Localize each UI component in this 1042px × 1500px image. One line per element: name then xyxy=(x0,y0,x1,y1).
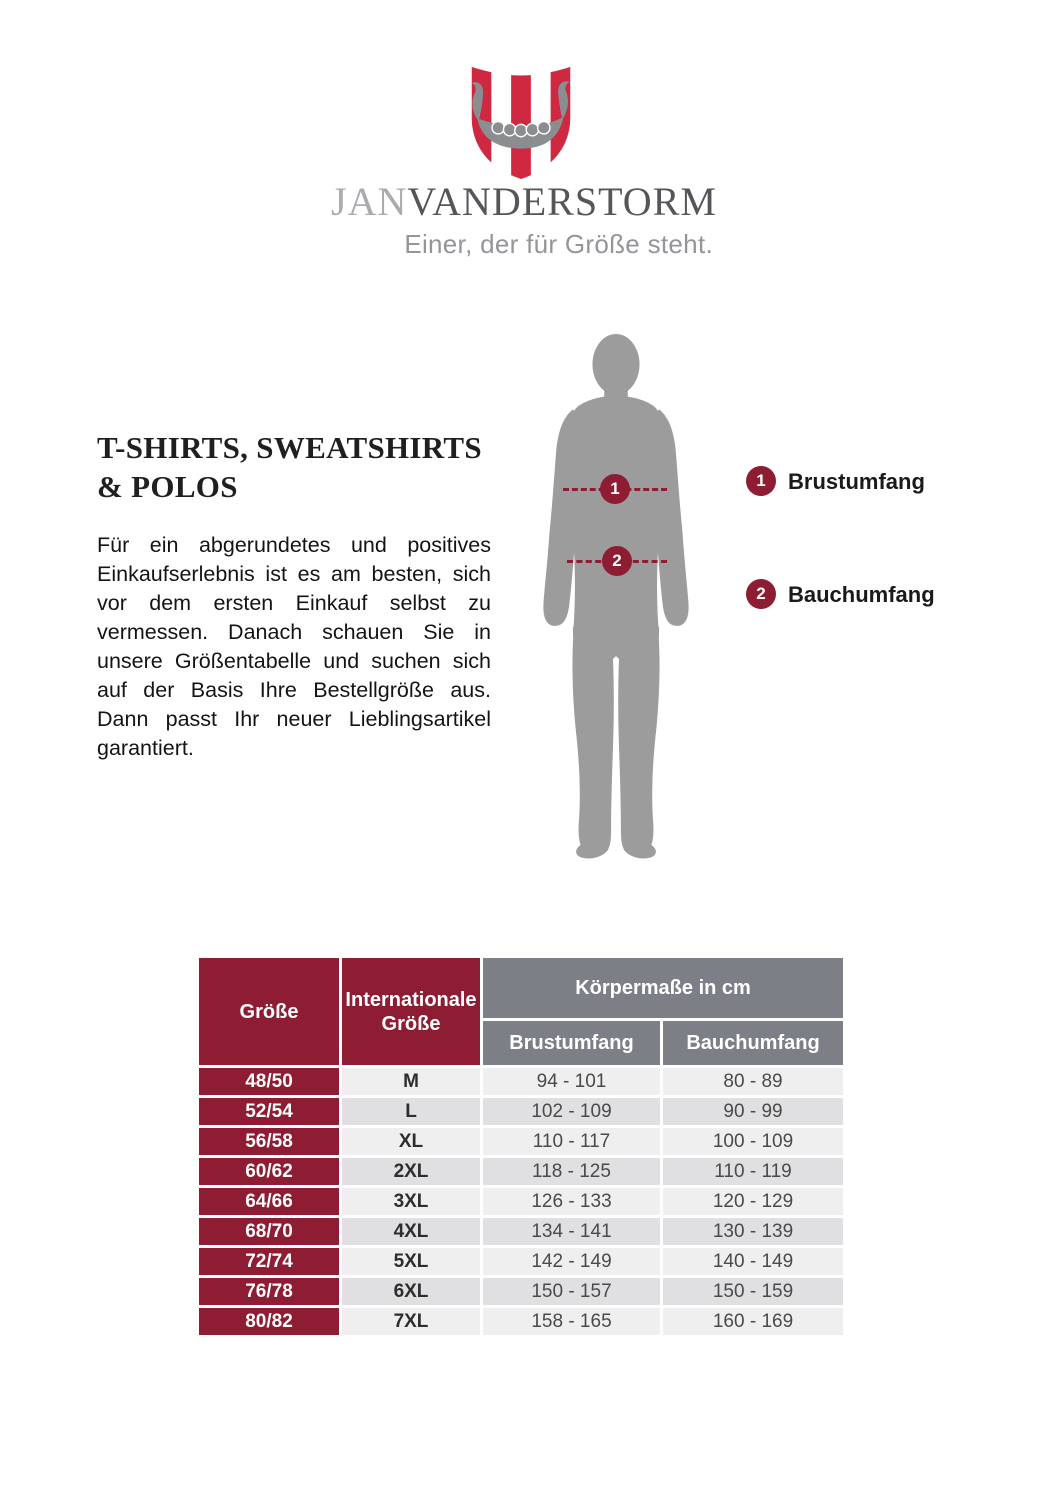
cell-bauchumfang: 80 - 89 xyxy=(663,1068,843,1095)
table-row xyxy=(199,1218,843,1245)
header-internationale-groesse: Internationale Größe xyxy=(342,958,480,1065)
header-bauchumfang: Bauchumfang xyxy=(663,1021,843,1065)
cell-bauchumfang: 160 - 169 xyxy=(663,1308,843,1335)
table-row xyxy=(199,1278,843,1305)
heading-line-1: T-SHIRTS, SWEATSHIRTS xyxy=(97,430,482,465)
brand-block xyxy=(331,178,717,260)
cell-int-groesse: 4XL xyxy=(342,1218,480,1245)
heading-line-2: & POLOS xyxy=(97,469,238,504)
cell-bauchumfang: 140 - 149 xyxy=(663,1248,843,1275)
table-row xyxy=(199,1068,843,1095)
cell-int-groesse: 5XL xyxy=(342,1248,480,1275)
cell-groesse: 64/66 xyxy=(199,1188,339,1215)
cell-int-groesse: XL xyxy=(342,1128,480,1155)
cell-int-groesse: 2XL xyxy=(342,1158,480,1185)
brand-name-jan: JAN xyxy=(331,179,408,224)
cell-brustumfang: 118 - 125 xyxy=(483,1158,660,1185)
table-row xyxy=(199,1158,843,1185)
cell-bauchumfang: 110 - 119 xyxy=(663,1158,843,1185)
cell-int-groesse: L xyxy=(342,1098,480,1125)
cell-brustumfang: 126 - 133 xyxy=(483,1188,660,1215)
section-heading xyxy=(97,428,482,506)
header-groesse: Größe xyxy=(199,958,339,1065)
brand-tagline: Einer, der für Größe steht. xyxy=(404,229,713,259)
header-brustumfang: Brustumfang xyxy=(483,1021,660,1065)
man-silhouette-icon xyxy=(518,333,714,862)
cell-bauchumfang: 130 - 139 xyxy=(663,1218,843,1245)
cell-bauchumfang: 90 - 99 xyxy=(663,1098,843,1125)
brand-crest-icon xyxy=(464,58,578,186)
table-row xyxy=(199,1248,843,1275)
header-koerpermasse: Körpermaße in cm xyxy=(483,958,843,1018)
table-row xyxy=(199,1308,843,1335)
cell-int-groesse: M xyxy=(342,1068,480,1095)
cell-int-groesse: 7XL xyxy=(342,1308,480,1335)
chest-marker-badge: 1 xyxy=(600,474,630,504)
cell-groesse: 72/74 xyxy=(199,1248,339,1275)
brand-name-vanderstorm: VANDERSTORM xyxy=(407,179,717,224)
cell-groesse: 68/70 xyxy=(199,1218,339,1245)
cell-groesse: 48/50 xyxy=(199,1068,339,1095)
cell-brustumfang: 158 - 165 xyxy=(483,1308,660,1335)
cell-brustumfang: 110 - 117 xyxy=(483,1128,660,1155)
legend-waist-badge: 2 xyxy=(746,579,776,609)
cell-bauchumfang: 100 - 109 xyxy=(663,1128,843,1155)
table-row xyxy=(199,1128,843,1155)
cell-brustumfang: 134 - 141 xyxy=(483,1218,660,1245)
cell-int-groesse: 6XL xyxy=(342,1278,480,1305)
cell-groesse: 60/62 xyxy=(199,1158,339,1185)
cell-brustumfang: 102 - 109 xyxy=(483,1098,660,1125)
cell-groesse: 80/82 xyxy=(199,1308,339,1335)
legend-waist-label: Bauchumfang xyxy=(788,582,935,607)
cell-groesse: 76/78 xyxy=(199,1278,339,1305)
table-row xyxy=(199,1188,843,1215)
table-header-row-1 xyxy=(199,958,843,1018)
cell-bauchumfang: 120 - 129 xyxy=(663,1188,843,1215)
intro-paragraph: Für ein abgerundetes und positives Einkaufserlebnis ist es am besten, sich vor dem ersten Einkauf selbst zu vermessen. Danach schauen Sie in unsere Größentabelle und suchen sich auf der Basis Ihre Bestellgröße aus. Dann passt Ihr neuer Lieblingsartikel garantiert. xyxy=(97,533,491,760)
cell-bauchumfang: 150 - 159 xyxy=(663,1278,843,1305)
size-table xyxy=(196,955,846,1338)
cell-brustumfang: 94 - 101 xyxy=(483,1068,660,1095)
cell-brustumfang: 142 - 149 xyxy=(483,1248,660,1275)
cell-brustumfang: 150 - 157 xyxy=(483,1278,660,1305)
cell-groesse: 52/54 xyxy=(199,1098,339,1125)
legend-chest-badge: 1 xyxy=(746,466,776,496)
waist-marker-badge: 2 xyxy=(602,546,632,576)
table-row xyxy=(199,1098,843,1125)
brand-name xyxy=(331,178,717,225)
legend-chest-label: Brustumfang xyxy=(788,469,925,494)
cell-int-groesse: 3XL xyxy=(342,1188,480,1215)
cell-groesse: 56/58 xyxy=(199,1128,339,1155)
